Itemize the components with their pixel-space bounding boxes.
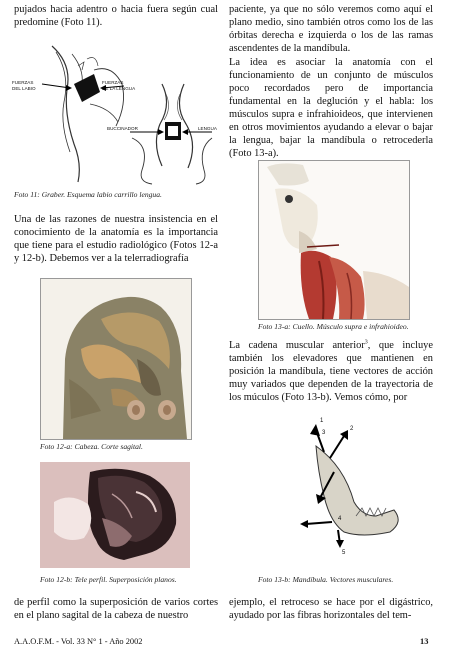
- left-paragraph-2: [14, 213, 218, 265]
- left-paragraph-3: [14, 596, 218, 622]
- text-right-p4: ejemplo, el retroceso se hace por el digástrico, ayudado por las fibras horizontales del tem-: [229, 597, 433, 621]
- caption-foto-11: Foto 11: Graber. Esquema labio carrillo lengua.: [14, 190, 162, 199]
- label-fuerzas-labio-2: DEL LABIO: [12, 86, 36, 91]
- figure-12b-xray: [40, 462, 190, 568]
- label-fuerzas-labio-1: FUERZAS: [12, 80, 34, 85]
- figure-12a-photo: [41, 279, 191, 439]
- text-right-p2: La idea es asociar la anatomía con el funcionamiento de un conjunto de músculos poco recordados pero de importancia fundamental en la deglución y el habla: los músculos supra e infrahioideos, que intervienen en otros movimientos ayudando a elevar o bajar la lengua, bajar la mandíbula o retrocederla (Foto 13-a).: [229, 57, 433, 159]
- vector-label-2: 2: [350, 426, 354, 432]
- figure-13b-diagram: [258, 412, 408, 568]
- text-right-p3-before: La cadena muscular anterior: [229, 340, 365, 351]
- footnote-ref: 3: [364, 339, 368, 346]
- text-left-p3: de perfil como la superposición de varios cortes en el plano sagital de la cabeza de nuestro: [14, 597, 218, 621]
- vector-label-1: 1: [320, 418, 324, 424]
- caption-foto-13a: Foto 13-a: Cuello. Músculo supra e infrahioideo.: [258, 322, 409, 331]
- footer-journal: A.A.O.F.M. - Vol. 33 N° 1 - Año 2002: [14, 637, 143, 646]
- text-right-p3-after: , que incluye también los elevadores que mantienen en posición la mandíbula, tiene vectores de acción muy variados que dependen de la trayectoria de los múculos (Foto 13-b). Vemos cómo, por: [229, 340, 433, 403]
- figure-11: [12, 44, 222, 186]
- label-lengua: LENGUA: [198, 126, 217, 131]
- figure-12b: [40, 462, 190, 568]
- left-paragraph-1: [14, 3, 218, 29]
- vector-label-5: 5: [342, 550, 346, 556]
- caption-foto-13b: Foto 13-b: Mandíbula. Vectores musculares.: [258, 575, 394, 584]
- text-right-p3: [229, 339, 433, 404]
- figure-13b: [258, 412, 408, 568]
- figure-13a: [258, 160, 410, 320]
- vector-label-3: 3: [322, 430, 326, 436]
- label-fuerzas-lengua-1: FUERZAS: [102, 80, 124, 85]
- label-buccinador: BUCCINADOR: [107, 126, 138, 131]
- text-right-p1: paciente, ya que no sólo veremos como aquí el plano medio, sino también otros como los de las órbitas derecha e izquierda o los de las ramas ascendentes de la mandíbula.: [229, 4, 433, 54]
- right-paragraph-2: [229, 56, 433, 160]
- text-left-p2: Una de las razones de nuestra insistencia en el conocimiento de la anatomía es la importancia que tiene para el estudio radiológico (Fotos 12-a y 12-b). Debemos ver a la telerradiografía: [14, 214, 218, 264]
- caption-foto-12a: Foto 12-a: Cabeza. Corte sagital.: [40, 442, 143, 451]
- vector-label-4: 4: [338, 516, 342, 522]
- figure-12a: [40, 278, 192, 440]
- right-paragraph-1: [229, 3, 433, 55]
- page-number: 13: [420, 637, 429, 646]
- figure-13a-illustration: [259, 161, 409, 319]
- caption-foto-12b: Foto 12-b: Tele perfil. Superposición planos.: [40, 575, 177, 584]
- right-paragraph-4: [229, 596, 433, 622]
- right-paragraph-3: [229, 339, 433, 404]
- text-left-p1: pujados hacia adentro o hacia fuera según cual predomine (Foto 11).: [14, 4, 218, 28]
- figure-11-diagram: [12, 44, 222, 186]
- label-fuerzas-lengua-2: DE LA LENGUA: [102, 86, 136, 91]
